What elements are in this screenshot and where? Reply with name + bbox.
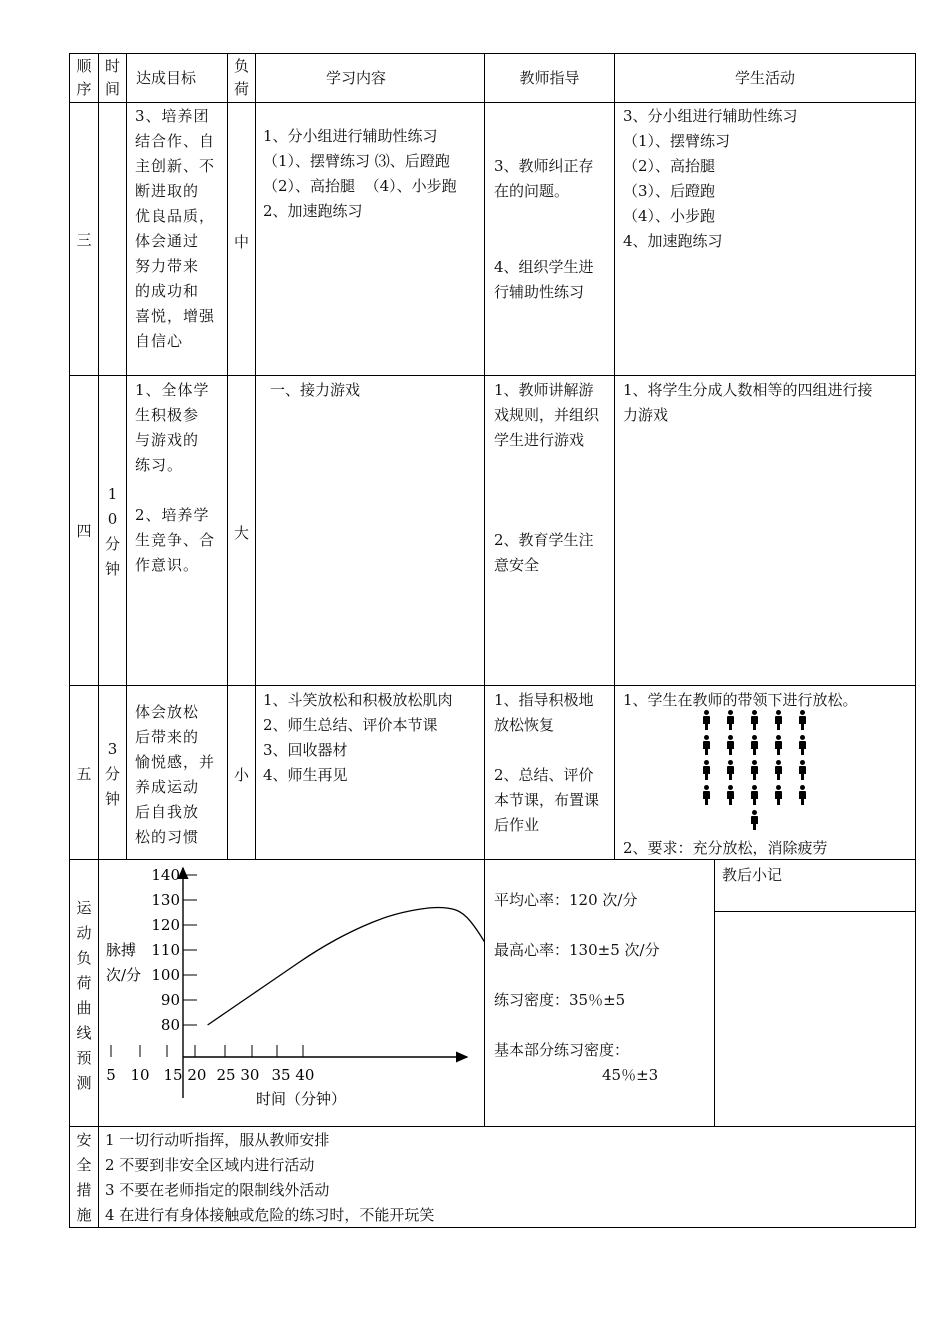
safety-item: 1 一切行动听指挥，服从教师安排 bbox=[105, 1131, 330, 1149]
grid-line bbox=[69, 1126, 916, 1127]
person-icon bbox=[702, 760, 710, 780]
person-icon bbox=[726, 785, 734, 805]
row5-goal: 体会放松 后带来的 愉悦感，并 养成运动 后自我放 松的习惯 bbox=[135, 703, 216, 846]
person-icon bbox=[774, 735, 782, 755]
formation-diagram bbox=[700, 710, 810, 832]
person-icon bbox=[750, 735, 758, 755]
header-load: 负 荷 bbox=[233, 57, 249, 98]
person-icon bbox=[774, 760, 782, 780]
person-icon bbox=[750, 760, 758, 780]
y-tick-label: 140 bbox=[151, 866, 180, 884]
row4-time: 1 0 分 钟 bbox=[104, 485, 120, 578]
grid-line bbox=[255, 53, 256, 860]
grid-line bbox=[714, 911, 916, 912]
y-tick-label: 110 bbox=[151, 941, 180, 959]
y-axis-label-line1: 脉搏 bbox=[106, 941, 137, 959]
stat-basic-label: 基本部分练习密度： bbox=[494, 1041, 630, 1059]
person-icon bbox=[702, 710, 710, 730]
row5-load: 小 bbox=[233, 766, 249, 784]
row5-time: 3 分 钟 bbox=[104, 740, 120, 808]
stat-avg: 平均心率：120 次/分 bbox=[494, 891, 638, 909]
y-tick-label: 90 bbox=[160, 991, 180, 1009]
x-tick-label: 35 40 bbox=[271, 1066, 315, 1084]
grid-line bbox=[69, 102, 916, 103]
row5-student-a: 1、学生在教师的带领下进行放松。 bbox=[623, 691, 858, 709]
person-icon bbox=[774, 710, 782, 730]
person-icon bbox=[750, 785, 758, 805]
person-icon bbox=[798, 785, 806, 805]
x-axis-label: 时间（分钟） bbox=[256, 1090, 347, 1108]
y-tick-label: 120 bbox=[151, 916, 180, 934]
row3-student: 3、分小组进行辅助性练习 （1）、摆臂练习 （2）、高抬腿 （3）、后蹬跑 （4）、小步跑 4、加速跑练习 bbox=[623, 107, 798, 250]
safety-item: 2 不要到非安全区域内进行活动 bbox=[105, 1156, 315, 1174]
stat-basic-value: 45％±3 bbox=[602, 1066, 659, 1084]
heart-rate-series-line bbox=[208, 908, 484, 1026]
row3-content: 1、分小组进行辅助性练习 （1）、摆臂练习 ⑶、后蹬跑 （2）、高抬腿 （4）、小步跑 2、加速跑练习 bbox=[263, 127, 457, 220]
person-icon bbox=[726, 735, 734, 755]
row3-seq: 三 bbox=[76, 231, 92, 249]
row4-teacher-b: 2、教育学生注 意安全 bbox=[494, 531, 594, 574]
person-icon bbox=[726, 760, 734, 780]
safety-item: 4 在进行有身体接触或危险的练习时，不能开玩笑 bbox=[105, 1206, 435, 1224]
row5-student-b: 2、要求：充分放松，消除疲劳 bbox=[623, 839, 828, 857]
row3-teacher-a: 3、教师纠正存 在的问题。 bbox=[494, 157, 594, 200]
row4-teacher-a: 1、教师讲解游 戏规则，并组织 学生进行游戏 bbox=[494, 381, 600, 449]
row4-student: 1、将学生分成人数相等的四组进行接 力游戏 bbox=[623, 381, 873, 424]
load-curve-chart bbox=[99, 860, 484, 1126]
row5-content: 1、斗笑放松和积极放松肌肉 2、师生总结、评价本节课 3、回收器材 4、师生再见 bbox=[263, 691, 453, 784]
x-tick-label: 25 30 bbox=[216, 1066, 260, 1084]
row4-load: 大 bbox=[233, 524, 249, 542]
row3-load: 中 bbox=[233, 233, 249, 251]
header-goal: 达成目标 bbox=[136, 69, 197, 87]
row5-teacher-b: 2、总结、评价 本节课，布置课 后作业 bbox=[494, 766, 600, 834]
person-icon bbox=[798, 735, 806, 755]
safety-label: 安 全 措 施 bbox=[76, 1131, 92, 1224]
stat-max: 最高心率：130±5 次/分 bbox=[494, 941, 660, 959]
y-axis-label-line2: 次/分 bbox=[106, 966, 142, 984]
grid-line bbox=[714, 859, 715, 1127]
y-tick-label: 130 bbox=[151, 891, 180, 909]
row3-teacher-b: 4、组织学生进 行辅助性练习 bbox=[494, 258, 594, 301]
row4-content: 一、接力游戏 bbox=[270, 381, 361, 399]
grid-line bbox=[915, 53, 916, 1228]
row3-goal: 3、培养团 结合作、自 主创新、不 断进取的 优良品质， 体会通过 努力带来 的成功和 喜悦，增强 自信心 bbox=[135, 107, 216, 350]
person-icon bbox=[750, 810, 758, 830]
notes-label: 教后小记 bbox=[722, 866, 783, 884]
row5-teacher-a: 1、指导积极地 放松恢复 bbox=[494, 691, 594, 734]
grid-line bbox=[69, 53, 916, 54]
grid-line bbox=[69, 685, 916, 686]
x-tick-label: 5 bbox=[106, 1066, 116, 1084]
grid-line bbox=[227, 53, 228, 860]
person-icon bbox=[750, 710, 758, 730]
header-seq: 顺 序 bbox=[76, 57, 92, 98]
x-tick-label: 15 20 bbox=[163, 1066, 207, 1084]
header-student: 学生活动 bbox=[734, 69, 795, 87]
y-tick-label: 80 bbox=[160, 1016, 180, 1034]
grid-line bbox=[614, 53, 615, 860]
stat-density: 练习密度：35％±5 bbox=[494, 991, 626, 1009]
header-teacher: 教师指导 bbox=[519, 69, 580, 87]
grid-line bbox=[484, 53, 485, 1127]
header-time: 时 间 bbox=[104, 57, 120, 98]
row4-goal-a: 1、全体学 生积极参 与游戏的 练习。 bbox=[135, 381, 210, 474]
person-icon bbox=[702, 735, 710, 755]
grid-line bbox=[126, 53, 127, 860]
header-content: 学习内容 bbox=[325, 69, 386, 87]
row4-goal-b: 2、培养学 生竞争、合 作意识。 bbox=[135, 506, 216, 574]
row4-seq: 四 bbox=[76, 522, 92, 540]
curve-side-label: 运 动 负 荷 曲 线 预 测 bbox=[76, 899, 92, 1092]
person-icon bbox=[726, 710, 734, 730]
row5-seq: 五 bbox=[76, 765, 92, 783]
y-tick-label: 100 bbox=[151, 966, 180, 984]
person-icon bbox=[774, 785, 782, 805]
person-icon bbox=[798, 710, 806, 730]
person-icon bbox=[798, 760, 806, 780]
grid-line bbox=[69, 375, 916, 376]
safety-item: 3 不要在老师指定的限制线外活动 bbox=[105, 1181, 330, 1199]
person-icon bbox=[702, 785, 710, 805]
x-tick-label: 10 bbox=[130, 1066, 150, 1084]
